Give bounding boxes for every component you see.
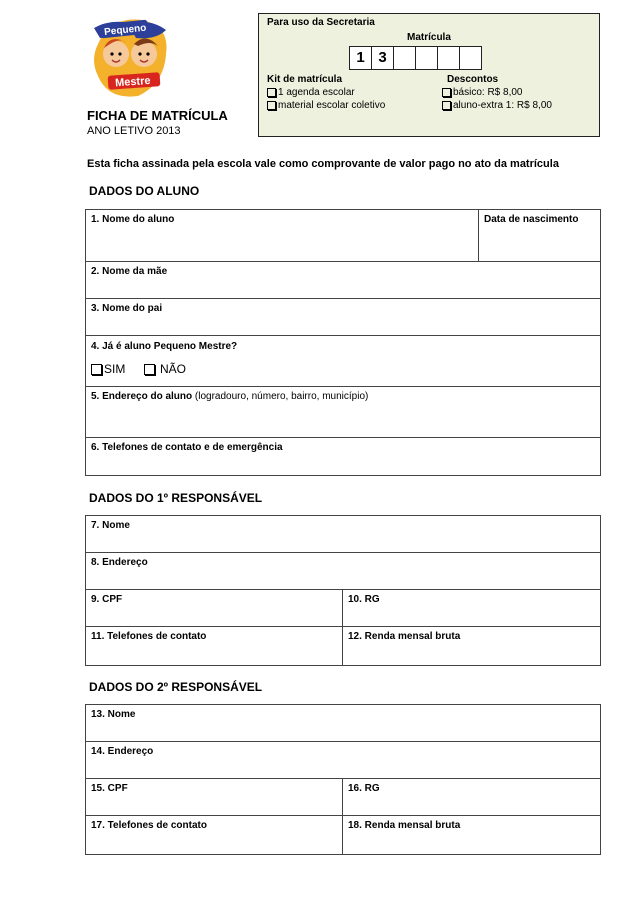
matricula-label: Matrícula [407, 32, 451, 43]
field-resp1-telefones[interactable] [85, 626, 343, 666]
matricula-digit[interactable]: 1 [349, 46, 372, 70]
field-resp1-cpf[interactable] [85, 589, 343, 627]
desconto-item-label: básico: R$ 8,00 [453, 87, 523, 98]
logo-text-mestre: Mestre [114, 74, 151, 90]
matricula-digit[interactable]: 3 [371, 46, 394, 70]
field-telefones-aluno[interactable] [85, 437, 601, 476]
secretaria-box [258, 13, 600, 137]
checkbox-icon[interactable] [267, 88, 276, 97]
section-title-resp2: DADOS DO 2º RESPONSÁVEL [89, 680, 263, 694]
field-resp1-renda[interactable] [342, 626, 601, 666]
field-label [91, 391, 368, 402]
kit-item-material[interactable] [267, 100, 385, 111]
field-label: 10. RG [348, 594, 380, 605]
option-sim-label: SIM [104, 362, 126, 376]
checkbox-icon[interactable] [91, 364, 102, 375]
field-label: 6. Telefones de contato e de emergência [91, 442, 283, 453]
matricula-digit[interactable] [437, 46, 460, 70]
form-year: ANO LETIVO 2013 [87, 125, 181, 137]
matricula-digit[interactable] [393, 46, 416, 70]
field-nome-pai[interactable] [85, 298, 601, 336]
checkbox-icon[interactable] [442, 101, 451, 110]
field-ja-aluno [85, 335, 601, 387]
field-label: 1. Nome do aluno [91, 214, 175, 225]
checkbox-icon[interactable] [267, 101, 276, 110]
field-resp1-rg[interactable] [342, 589, 601, 627]
checkbox-icon[interactable] [442, 88, 451, 97]
field-resp2-rg[interactable] [342, 778, 601, 816]
option-nao-label: NÃO [160, 362, 187, 376]
field-endereco-aluno[interactable] [85, 386, 601, 438]
logo-text-pequeno: Pequeno [103, 22, 147, 39]
field-resp2-cpf[interactable] [85, 778, 343, 816]
matricula-cells [350, 46, 482, 70]
field-resp2-renda[interactable] [342, 815, 601, 855]
field-label: 15. CPF [91, 783, 128, 794]
field-label-main: 5. Endereço do aluno [91, 391, 193, 402]
field-label: 12. Renda mensal bruta [348, 631, 461, 642]
field-label: 3. Nome do pai [91, 303, 163, 314]
kit-title: Kit de matrícula [267, 74, 343, 85]
field-label: 13. Nome [91, 709, 136, 720]
section-title-resp1: DADOS DO 1º RESPONSÁVEL [89, 491, 263, 505]
field-label-hint: (logradouro, número, bairro, município) [194, 391, 369, 402]
secretaria-label: Para uso da Secretaria [267, 17, 375, 28]
descontos-title: Descontos [447, 74, 499, 85]
field-label: 4. Já é aluno Pequeno Mestre? [91, 341, 238, 352]
matricula-digit[interactable] [459, 46, 482, 70]
field-label: 18. Renda mensal bruta [348, 820, 461, 831]
field-resp2-nome[interactable] [85, 704, 601, 742]
school-logo [90, 14, 172, 100]
field-resp2-endereco[interactable] [85, 741, 601, 779]
field-resp1-endereco[interactable] [85, 552, 601, 590]
form-title: FICHA DE MATRÍCULA [87, 108, 228, 123]
field-label: 2. Nome da mãe [91, 266, 168, 277]
field-label: 17. Telefones de contato [91, 820, 207, 831]
desconto-item-basico[interactable] [442, 87, 523, 98]
kit-item-label: material escolar coletivo [278, 100, 386, 111]
field-resp1-nome[interactable] [85, 515, 601, 553]
field-nome-mae[interactable] [85, 261, 601, 299]
desconto-item-aluno-extra[interactable] [442, 100, 552, 111]
matricula-digit[interactable] [415, 46, 438, 70]
field-nome-aluno[interactable] [85, 209, 479, 262]
field-resp2-telefones[interactable] [85, 815, 343, 855]
field-label: 14. Endereço [91, 746, 154, 757]
option-sim[interactable] [91, 362, 125, 376]
field-label: 7. Nome [91, 520, 130, 531]
kit-item-agenda[interactable] [267, 87, 355, 98]
kit-item-label: 1 agenda escolar [278, 87, 355, 98]
field-label: Data de nascimento [484, 214, 579, 225]
receipt-note: Esta ficha assinada pela escola vale como comprovante de valor pago no ato da matrícula [87, 158, 559, 170]
field-label: 9. CPF [91, 594, 123, 605]
field-label: 16. RG [348, 783, 380, 794]
desconto-item-label: aluno-extra 1: R$ 8,00 [453, 100, 552, 111]
checkbox-icon[interactable] [144, 364, 155, 375]
field-label: 8. Endereço [91, 557, 148, 568]
option-nao[interactable] [144, 362, 186, 376]
field-label: 11. Telefones de contato [91, 631, 207, 642]
field-data-nascimento[interactable] [478, 209, 601, 262]
section-title-aluno: DADOS DO ALUNO [89, 184, 200, 198]
